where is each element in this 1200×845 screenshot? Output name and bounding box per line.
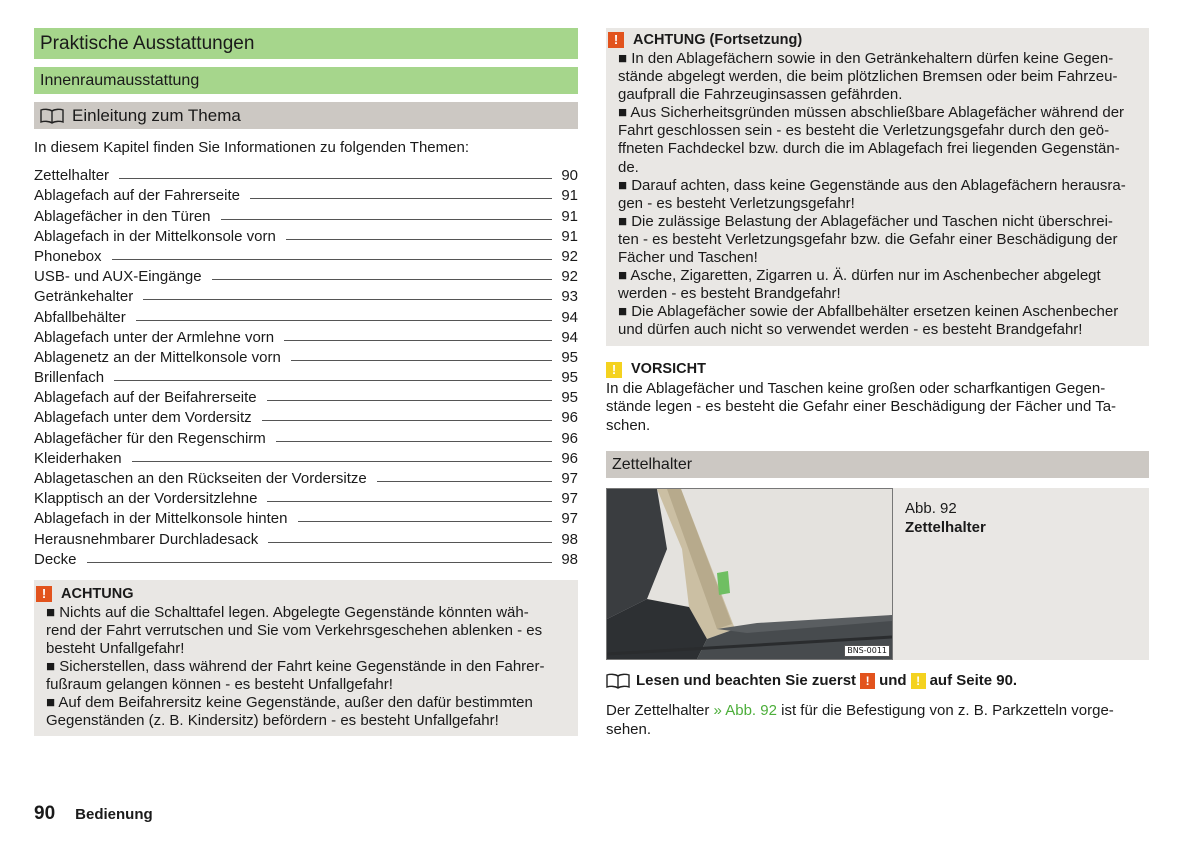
text-line: ■ Die zulässige Belastung der Ablagefächer und Taschen nicht überschrei-	[618, 212, 1113, 230]
toc-entry[interactable]	[34, 326, 578, 346]
toc-entry[interactable]	[34, 426, 578, 446]
text-line: ■ Auf dem Beifahrersitz keine Gegenstände, außer den dafür bestimmten	[46, 694, 533, 712]
figure-caption	[893, 488, 986, 660]
warning-exclamation-icon: !	[608, 32, 624, 48]
toc-entry-title: Getränkehalter	[34, 288, 134, 306]
toc-entry-page: 98	[561, 530, 578, 548]
reference-suffix: auf Seite 90.	[929, 672, 1018, 689]
toc-entry-page: 96	[561, 449, 578, 467]
toc-entry[interactable]	[34, 285, 578, 305]
text-line: Fahrt geschlossen sein - es besteht die Verletzungsgefahr durch den geö-	[618, 122, 1110, 140]
toc-entry-title: Ablagenetz an der Mittelkonsole vorn	[34, 348, 281, 366]
body-text-start: Der Zettelhalter	[606, 702, 714, 719]
toc-entry[interactable]	[34, 527, 578, 547]
toc-entry[interactable]	[34, 447, 578, 467]
caution-exclamation-icon: !	[606, 362, 622, 378]
toc-leader-line	[262, 420, 552, 421]
toc-entry-title: Brillenfach	[34, 369, 105, 387]
toc-leader-line	[112, 259, 552, 260]
toc-entry[interactable]	[34, 366, 578, 386]
toc-entry-page: 96	[561, 429, 578, 447]
body-text-end: ist für die Befestigung von z. B. Parkzetteln vorge-	[776, 702, 1114, 719]
toc-entry-page: 90	[561, 167, 578, 185]
page-number: 90	[34, 803, 56, 824]
toc-leader-line	[119, 178, 552, 179]
toc-entry-page: 95	[561, 369, 578, 387]
toc-entry[interactable]	[34, 164, 578, 184]
toc-entry-title: Zettelhalter	[34, 167, 110, 185]
toc-entry-page: 95	[561, 389, 578, 407]
toc-entry-title: Ablagefach in der Mittelkonsole vorn	[34, 227, 276, 245]
text-line: stände abgelegt werden, die beim plötzlichen Bremsen oder beim Fahrzeu-	[618, 68, 1118, 86]
toc-entry[interactable]	[34, 406, 578, 426]
toc-entry-title: Ablagefächer in den Türen	[34, 207, 211, 225]
toc-entry[interactable]	[34, 548, 578, 568]
figure-image	[606, 488, 893, 660]
text-line: ■ Die Ablagefächer sowie der Abfallbehälter ersetzen keinen Aschenbecher	[618, 303, 1119, 321]
text-line: ■ Darauf achten, dass keine Gegenstände aus den Ablagefächern herausra-	[618, 176, 1126, 194]
caution-header	[606, 360, 1149, 380]
text-line: ■ In den Ablagefächern sowie in den Getränkehaltern dürfen keine Gegen-	[618, 50, 1114, 67]
toc-entry-page: 92	[561, 247, 578, 265]
warning-text	[46, 604, 566, 731]
figure-number: Abb. 92	[905, 500, 957, 517]
toc-leader-line	[143, 299, 552, 300]
text-line: besteht Unfallgefahr!	[46, 639, 185, 657]
text-line: ffneten Fachdeckel bzw. durch die im Ablagefach frei liegenden Gegenstän-	[618, 140, 1120, 158]
toc-entry[interactable]	[34, 225, 578, 245]
footer-section-name: Bedienung	[75, 806, 153, 823]
toc-entry-page: 95	[561, 348, 578, 366]
toc-leader-line	[212, 279, 552, 280]
toc-entry-title: Ablagefach unter der Armlehne vorn	[34, 328, 275, 346]
text-line: ■ Sicherstellen, dass während der Fahrt keine Gegenstände in den Fahrer-	[46, 658, 545, 676]
toc-entry-page: 97	[561, 470, 578, 487]
toc-leader-line	[268, 542, 552, 543]
toc-entry-title: USB- und AUX-Eingänge	[34, 268, 202, 286]
text-line: de.	[618, 158, 639, 176]
zettelhalter-section-title: Zettelhalter	[606, 451, 1149, 478]
toc-entry-page: 94	[561, 308, 578, 326]
toc-entry-page: 94	[561, 328, 578, 346]
toc-entry-title: Ablagefächer für den Regenschirm	[34, 429, 266, 447]
text-line: und dürfen auch nicht so verwendet werden - es besteht Brandgefahr!	[618, 321, 1083, 339]
toc-entry-page: 98	[561, 550, 578, 568]
page-footer	[34, 803, 153, 825]
toc-leader-line	[250, 198, 552, 199]
toc-entry-title: Ablagefach unter dem Vordersitz	[34, 409, 252, 427]
toc-leader-line	[284, 340, 552, 341]
toc-entry-title: Ablagetaschen an den Rückseiten der Vordersitze	[34, 470, 367, 487]
right-column	[606, 28, 1149, 739]
toc-entry-page: 91	[561, 187, 578, 205]
toc-leader-line	[286, 239, 552, 240]
toc-leader-line	[291, 360, 552, 361]
toc-entry[interactable]	[34, 507, 578, 527]
text-line: Fächer und Taschen!	[618, 249, 758, 267]
text-line: werden - es besteht Brandgefahr!	[618, 285, 841, 303]
warning-box	[34, 580, 578, 737]
text-line: schen.	[606, 416, 651, 434]
reference-line	[606, 672, 1149, 689]
toc-entry-title: Klapptisch an der Vordersitzlehne	[34, 490, 258, 508]
toc-entry-title: Kleiderhaken	[34, 449, 122, 467]
toc-entry-title: Decke	[34, 550, 77, 568]
a-pillar-illustration	[607, 489, 892, 659]
figure-title: Zettelhalter	[905, 519, 986, 536]
reference-mid: und	[879, 672, 907, 689]
toc-leader-line	[132, 461, 552, 462]
toc-leader-line	[276, 441, 552, 442]
left-column	[34, 28, 578, 736]
warning-exclamation-icon: !	[36, 586, 52, 602]
toc-entry[interactable]	[34, 346, 578, 366]
text-line: ■ Aus Sicherheitsgründen müssen abschließbare Ablagefächer während der	[618, 104, 1125, 122]
caution-label: VORSICHT	[631, 361, 706, 378]
warning-continued-label: ACHTUNG (Fortsetzung)	[633, 31, 803, 48]
text-line: ■ Nichts auf die Schalttafel legen. Abgelegte Gegenstände könnten wäh-	[46, 603, 529, 621]
toc-entry[interactable]	[34, 305, 578, 325]
chapter-title: Praktische Ausstattungen	[34, 28, 578, 59]
figure-block	[606, 488, 1149, 660]
toc-entry-page: 92	[561, 268, 578, 286]
toc-entry-title: Ablagefach auf der Fahrerseite	[34, 187, 240, 205]
toc-leader-line	[377, 481, 552, 482]
toc-entry-page: 93	[561, 288, 578, 306]
toc-entry-page: 91	[561, 207, 578, 225]
warning-mini-icon[interactable]: !	[860, 673, 875, 689]
toc-entry[interactable]	[34, 265, 578, 285]
text-line: ten - es besteht Verletzungsgefahr bzw. die Gefahr einer Beschädigung der	[618, 230, 1118, 248]
text-line: ■ Asche, Zigaretten, Zigarren u. Ä. dürfen nur im Aschenbecher abgelegt	[618, 267, 1101, 285]
table-of-contents	[34, 164, 578, 568]
toc-entry-page: 97	[561, 510, 578, 528]
toc-entry[interactable]	[34, 204, 578, 224]
toc-leader-line	[267, 501, 552, 502]
caution-text	[606, 380, 1149, 436]
toc-leader-line	[267, 400, 552, 401]
toc-entry[interactable]	[34, 184, 578, 204]
text-line: stände legen - es besteht die Gefahr einer Beschädigung der Fächer und Ta-	[606, 398, 1117, 415]
topic-header	[34, 102, 578, 129]
caution-box	[606, 360, 1149, 436]
toc-leader-line	[136, 320, 552, 321]
toc-entry-page: 97	[561, 490, 578, 508]
open-book-icon	[40, 108, 64, 124]
warning-label: ACHTUNG	[61, 585, 134, 602]
toc-leader-line	[87, 562, 552, 563]
toc-entry[interactable]	[34, 386, 578, 406]
text-line: gaufprall die Fahrzeuginsassen gefährden.	[618, 86, 903, 104]
open-book-icon	[606, 673, 630, 689]
reference-prefix: Lesen und beachten Sie zuerst	[636, 672, 857, 689]
text-line: Gegenständen (z. B. Kindersitz) befördern - es besteht Unfallgefahr!	[46, 712, 499, 730]
warning-continued-box	[606, 28, 1149, 346]
toc-leader-line	[221, 219, 552, 220]
toc-leader-line	[114, 380, 552, 381]
toc-entry[interactable]	[34, 487, 578, 507]
toc-entry-title: Phonebox	[34, 247, 102, 265]
text-line: rend der Fahrt verrutschen und Sie vom Verkehrsgeschehen ablenken - es	[46, 621, 543, 639]
toc-entry-page: 91	[561, 227, 578, 245]
toc-leader-line	[298, 521, 553, 522]
body-text-line2: sehen.	[606, 721, 652, 738]
figure-tag: BNS-0011	[844, 645, 890, 657]
topic-header-label: Einleitung zum Thema	[72, 106, 241, 125]
toc-entry[interactable]	[34, 245, 578, 265]
caution-mini-icon[interactable]: !	[911, 673, 926, 689]
figure-link[interactable]: » Abb. 92	[713, 702, 777, 719]
text-line: gen - es besteht Verletzungsgefahr!	[618, 194, 855, 212]
toc-entry-title: Abfallbehälter	[34, 308, 126, 326]
text-line: In die Ablagefächer und Taschen keine großen oder scharfkantigen Gegen-	[606, 379, 1106, 397]
intro-text: In diesem Kapitel finden Sie Informationen zu folgenden Themen:	[34, 139, 469, 156]
toc-entry-page: 96	[561, 409, 578, 427]
warning-continued-text	[618, 50, 1137, 340]
toc-entry-title: Ablagefach in der Mittelkonsole hinten	[34, 510, 288, 528]
toc-entry-title: Ablagefach auf der Beifahrerseite	[34, 389, 257, 407]
text-line: fußraum gelangen können - es besteht Unfallgefahr!	[46, 676, 393, 694]
warning-continued-header	[606, 30, 1137, 50]
section-title: Innenraumausstattung	[34, 67, 578, 94]
body-paragraph	[606, 701, 1149, 739]
toc-entry[interactable]	[34, 467, 578, 487]
warning-header	[34, 584, 566, 604]
toc-entry-title: Herausnehmbarer Durchladesack	[34, 530, 259, 548]
